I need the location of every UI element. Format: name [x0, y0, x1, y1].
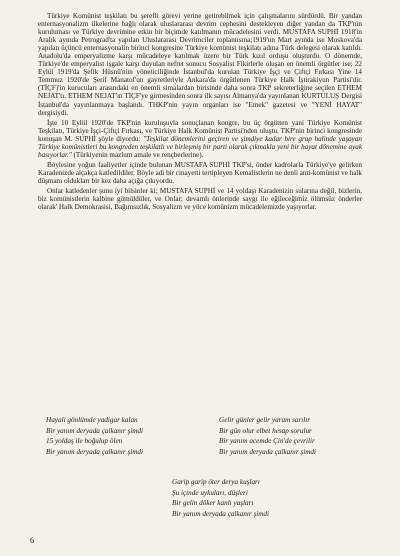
poem-line: Şu içinde uykuları, düşleri: [172, 488, 248, 497]
body-text: [38, 12, 362, 211]
suphi-quote: "Teşkilat dönemlerini geçiren ve şimdiye kadar bire grup halinde yaşayan Türkiye komünistleri bu kongreden teşkilatlı ve birleşmiş bir parti olarak çıkmakla yeni bir hayat dönemine ayak basıyorlar.": [38, 134, 362, 159]
paragraph-3: Böylesine yoğun faaliyetler içinde bulunan MUSTAFA SUPHİ TKP'si, önder kadrolarla Türkiye'ye gelirken Karadenizde alçakça katledildiler. Böyle adi bir cinayetti tertipleyen Kemalistlerin ne denli anti-komünist ve halk düşmanı oldukları bir kez daha açığa çıkıyordu.: [38, 160, 362, 185]
poem-line: Bir gelin döker kanlı yaşları: [172, 499, 254, 507]
stanza-3: [172, 477, 269, 519]
poem-line: Gelir günler gelir yaram sarılır: [219, 416, 311, 424]
paragraph-2-text: İşte 10 Eylül 1920'de TKP'nin kuruluşuyla sonuçlanan kongre, bu üç örgütten yani Türkiye Komünist Teşkilatı, Türkiye İşçi-Çiftçi Fırkası, ve Türkiye Halk Komünist Partisi'nden oluştu. TKP'nin birinci kongresinde konuşan M. SUPHİ şöyle diyordu:: [38, 118, 362, 143]
poem-line: Bir yanım deryada çalkanır şimdi: [46, 447, 144, 456]
poem-line: Bir yanım deryada çalkanır şimdi: [46, 426, 144, 435]
poem-line: Garip garip öter derya kuşları: [172, 478, 260, 486]
poem-line: 15 yoldaş ile boğulup ölen: [46, 437, 123, 445]
stanza-1: [46, 415, 143, 457]
stanza-2: [219, 415, 316, 457]
quote-source: (Türkiyenin mazlum amale ve rençberlerine).: [71, 150, 204, 159]
poem-line: Bir yanım acemde Çin'de çevrilir: [219, 437, 315, 445]
poem-line: Hayali gönlümde yadigar kalan: [46, 416, 138, 424]
poem-line: Bir gün olur elbet hesap sorulur: [219, 426, 312, 435]
paragraph-4: Onlar katledenler şunu iyi bilsinler ki; MUSTAFA SUPHİ ve 14 yoldaşı Karadenizin sularına değil, bizlerin, biz komünistlerin kalbine gömüldüler, ve Onlar; devamlı önlerinde saygı ile eğileceğimiz ölümsüz önderler olarak' Halk Demokrasisi, Bağımsızlık, Sosyalizm ve yüce komünizm mücadelemizde yaşıyorlar.: [38, 186, 362, 212]
page-number: 6: [30, 536, 34, 545]
paragraph-1: Türkiye Komünist teşkilatı bu şerefli görevi yerine getirebilmek için çalışmalarını sürdürdü. Bir yandan enternasyonalizm ilkelerine bağlı olarak uluslararası devrim cephesini destekleyen diğer yandan da TKP'nin kuruluması ve Türkiye devrimine etkin bir biçimde katılmanın mücadelesini verdi. MUSTAFA SUPHİ 1918'in Aralık ayında Petrograd'ta yapılan Uluslararası Devrimciler toplantısına;1919'un Mart ayında ise Moskova'da yapılan üçüncü enternasyonalin birinci kongresine Türkiye komünist teşkilatı adına Türk delegesi olarak katıldı. Anadolu'da emperyalizme karşı mücadeleye katılmak üzere bir Türk kızıl orduşu oluşturdu. O dönemde, Türkiye'de emperyalist işgale karşı duyulan nefret sonucu Sosyalist Fikirlerle oluşan en önemli örgütler ise; 22 Eylül 1919'da Şefik Hüsnü'nün yöneticiliğinde İstanbul'da kurulan Türkiye İşçi ve Çiftçi Fırkası Yine 14 Temmuz 1920'de Şerif Manatof'un gayretleriyle Ankara'da örgütlenen Türkiye Halk İştirakiyun Partisi'dir. (TİÇF)'in kurucuları arasındaki en önemli simalardan birisinde daha sonra TKP sekreterliğine seçilen ETHEM NEJAT'tı. ETHEM NEJAT'ın TİÇF'ye girmesinden sonra ilk sayısı Almanya'da yayınlanan KURTULUŞ Dergisi İstanbul'da yayınlanmaya başlandı. THKP'nin yayın organları ise "Emek" gazetesi ve "YENİ HAYAT" dergisiydi.: [38, 12, 362, 117]
poem-line: Bir yanım deryada çalkanır şimdi: [172, 509, 270, 518]
paragraph-2: [38, 119, 362, 159]
poem-line: Bir yanım deryada çalkanır şimdi: [219, 447, 317, 456]
